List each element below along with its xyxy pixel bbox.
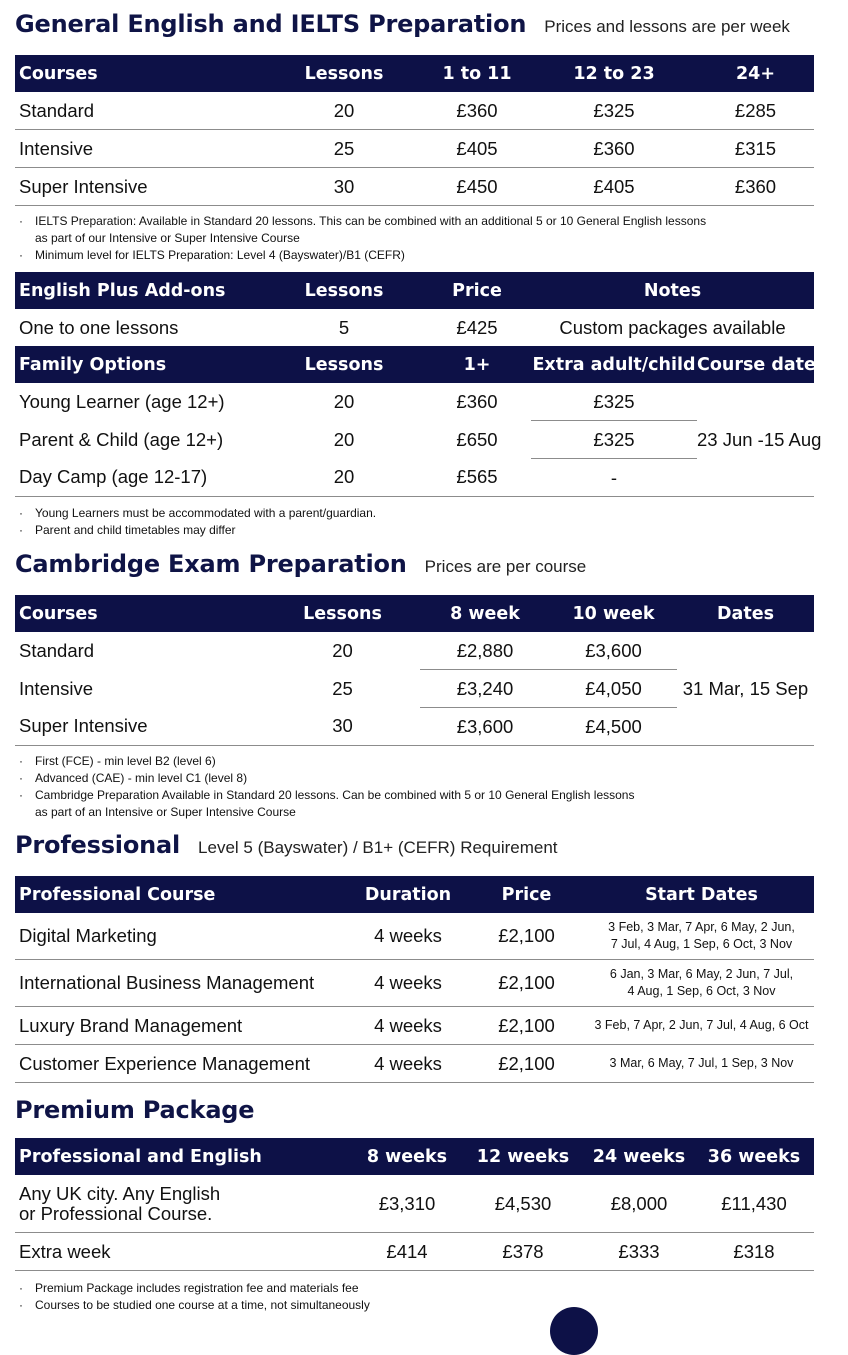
- start-dates-line: 4 Aug, 1 Sep, 6 Oct, 3 Nov: [627, 984, 776, 998]
- table-row: [15, 1045, 814, 1083]
- professional-table: [15, 876, 814, 1083]
- col-36-weeks: 36 weeks: [694, 1138, 814, 1175]
- table-row: [15, 421, 814, 459]
- table-row: [15, 92, 814, 130]
- price-cell: £360: [531, 130, 697, 168]
- note-item: · Young Learners must be accommodated with a parent/guardian.: [15, 505, 805, 522]
- note-item: · IELTS Preparation: Available in Standard 20 lessons. This can be combined with an additional 5 or 10 General English lessons: [15, 213, 805, 230]
- course-name: Customer Experience Management: [15, 1045, 352, 1083]
- course-name: Super Intensive: [15, 708, 265, 746]
- col-addons: English Plus Add-ons: [15, 272, 265, 309]
- note-item: · Courses to be studied one course at a time, not simultaneously: [15, 1297, 805, 1314]
- premium-section-header: [15, 1096, 254, 1124]
- col-start-dates: Start Dates: [589, 876, 814, 913]
- price-cell: -: [531, 459, 697, 497]
- professional-title: Professional: [15, 831, 181, 859]
- page-number-badge: [550, 1307, 598, 1355]
- col-dates: Dates: [677, 595, 814, 632]
- cambridge-subtitle: Prices are per course: [424, 557, 587, 576]
- note-item: · First (FCE) - min level B2 (level 6): [15, 753, 805, 770]
- start-dates-cell: 3 Mar, 6 May, 7 Jul, 1 Sep, 3 Nov: [589, 1045, 814, 1083]
- lessons-cell: 30: [265, 168, 423, 206]
- family-table: [15, 346, 827, 497]
- table-row: [15, 130, 814, 168]
- professional-section-header: [15, 831, 558, 859]
- table-row: [15, 459, 814, 497]
- premium-notes: [15, 1280, 805, 1314]
- addon-name: One to one lessons: [19, 316, 179, 338]
- professional-header-row: [15, 876, 814, 913]
- course-name: Digital Marketing: [15, 913, 352, 960]
- price-cell: £3,600: [550, 632, 677, 670]
- col-24-plus: 24+: [697, 55, 814, 92]
- col-1-plus: 1+: [423, 346, 531, 383]
- table-row: [15, 632, 814, 670]
- premium-table: [15, 1138, 814, 1271]
- col-courses: Courses: [15, 55, 265, 92]
- family-header-row: [15, 346, 814, 383]
- lessons-cell: 20: [333, 390, 355, 412]
- family-dates: 23 Jun -15 Aug: [697, 383, 814, 497]
- general-table: [15, 55, 814, 206]
- start-dates-line: 7 Jul, 4 Aug, 1 Sep, 6 Oct, 3 Nov: [610, 937, 793, 951]
- course-name: Intensive: [19, 677, 94, 699]
- start-dates-cell: [589, 913, 814, 960]
- table-row: [15, 168, 814, 206]
- price-cell: £2,880: [420, 632, 550, 670]
- addons-table: [15, 272, 814, 346]
- cambridge-table: [15, 595, 814, 746]
- col-lessons: Lessons: [265, 55, 423, 92]
- price-cell: £360: [423, 92, 531, 130]
- col-24-weeks: 24 weeks: [584, 1138, 694, 1175]
- lessons-cell: 20: [265, 459, 423, 497]
- note-item-continued: [15, 230, 805, 247]
- family-option: Day Camp (age 12-17): [15, 459, 265, 497]
- col-8-weeks: 8 weeks: [352, 1138, 462, 1175]
- col-notes: Notes: [531, 272, 814, 309]
- table-row: [15, 1233, 814, 1271]
- price-cell: £4,050: [550, 670, 677, 708]
- general-notes: [15, 213, 805, 264]
- price-cell: £325: [531, 92, 697, 130]
- table-row: [15, 309, 814, 346]
- price-cell: £333: [584, 1233, 694, 1271]
- course-name: Intensive: [15, 130, 265, 168]
- price-cell: £2,100: [464, 1045, 589, 1083]
- col-course-dates: Course dates: [697, 346, 814, 383]
- col-10-week: 10 week: [550, 595, 677, 632]
- lessons-cell: 5: [338, 316, 350, 338]
- col-price: Price: [464, 876, 589, 913]
- col-duration: Duration: [352, 876, 464, 913]
- price-cell: £3,240: [420, 670, 550, 708]
- note-item: · Minimum level for IELTS Preparation: Level 4 (Bayswater)/B1 (CEFR): [15, 247, 805, 264]
- note-continued-text: as part of an Intensive or Super Intensive Course: [35, 805, 296, 819]
- family-notes: [15, 505, 805, 539]
- course-name: Super Intensive: [15, 168, 265, 206]
- price-cell: £11,430: [694, 1175, 814, 1233]
- col-courses: Courses: [15, 595, 265, 632]
- start-dates-cell: [589, 960, 814, 1007]
- start-dates-line: 3 Feb, 3 Mar, 7 Apr, 6 May, 2 Jun,: [608, 920, 795, 934]
- general-section-header: [15, 10, 790, 38]
- general-header-row: [15, 55, 814, 92]
- course-name: Standard: [19, 639, 95, 661]
- professional-subtitle: Level 5 (Bayswater) / B1+ (CEFR) Requirement: [198, 838, 558, 857]
- price-cell: £405: [423, 130, 531, 168]
- col-12-weeks: 12 weeks: [462, 1138, 584, 1175]
- price-cell: £405: [531, 168, 697, 206]
- premium-title: Premium Package: [15, 1096, 255, 1124]
- price-cell: £2,100: [464, 913, 589, 960]
- general-title: General English and IELTS Preparation: [15, 10, 527, 38]
- family-option: Young Learner (age 12+): [19, 390, 225, 412]
- col-12-to-23: 12 to 23: [531, 55, 697, 92]
- start-dates-cell: 3 Feb, 7 Apr, 2 Jun, 7 Jul, 4 Aug, 6 Oct: [589, 1007, 814, 1045]
- cambridge-header-row: [15, 595, 814, 632]
- label-line: or Professional Course.: [19, 1202, 213, 1224]
- lessons-cell: 25: [332, 677, 353, 699]
- label-line: Any UK city. Any English: [19, 1182, 221, 1204]
- col-lessons: Lessons: [265, 272, 423, 309]
- note-item: · Premium Package includes registration fee and materials fee: [15, 1280, 805, 1297]
- price-cell: £378: [462, 1233, 584, 1271]
- col-extra: Extra adult/child: [531, 346, 697, 383]
- table-row: [15, 1007, 814, 1045]
- price-cell: £2,100: [464, 1007, 589, 1045]
- start-dates-line: 6 Jan, 3 Mar, 6 May, 2 Jun, 7 Jul,: [609, 967, 794, 981]
- col-professional-course: Professional Course: [15, 876, 352, 913]
- price-cell: £414: [352, 1233, 462, 1271]
- note-item: · Cambridge Preparation Available in Standard 20 lessons. Can be combined with 5 or 10 General English lessons: [15, 787, 805, 804]
- col-price: Price: [423, 272, 531, 309]
- course-name: Luxury Brand Management: [15, 1007, 352, 1045]
- addons-header-row: [15, 272, 814, 309]
- premium-header-row: [15, 1138, 814, 1175]
- price-cell: £325: [531, 421, 697, 459]
- price-cell: £565: [423, 459, 531, 497]
- cambridge-notes: [15, 753, 805, 821]
- note-continued-text: as part of our Intensive or Super Intensive Course: [35, 231, 300, 245]
- premium-package-label: [15, 1175, 352, 1233]
- notes-cell: Custom packages available: [559, 316, 786, 338]
- duration-cell: 4 weeks: [352, 913, 464, 960]
- lessons-cell: 20: [332, 639, 353, 661]
- price-cell: £325: [531, 383, 697, 421]
- price-cell: £315: [697, 130, 814, 168]
- col-8-week: 8 week: [420, 595, 550, 632]
- table-row: [15, 913, 814, 960]
- col-lessons: Lessons: [265, 346, 423, 383]
- cambridge-title: Cambridge Exam Preparation: [15, 550, 407, 578]
- price-cell: £360: [456, 390, 498, 412]
- extra-week-label: Extra week: [15, 1233, 352, 1271]
- price-cell: £4,500: [550, 708, 677, 746]
- note-item: · Advanced (CAE) - min level C1 (level 8): [15, 770, 805, 787]
- lessons-cell: 20: [333, 428, 355, 450]
- price-cell: £3,310: [352, 1175, 462, 1233]
- col-professional-and-english: Professional and English: [15, 1138, 352, 1175]
- price-cell: £425: [456, 316, 498, 338]
- price-cell: £318: [694, 1233, 814, 1271]
- price-cell: £4,530: [462, 1175, 584, 1233]
- price-cell: £8,000: [584, 1175, 694, 1233]
- cambridge-section-header: [15, 550, 586, 578]
- lessons-cell: 25: [265, 130, 423, 168]
- col-lessons: Lessons: [265, 595, 420, 632]
- note-item: · Parent and child timetables may differ: [15, 522, 805, 539]
- course-name: Standard: [15, 92, 265, 130]
- general-subtitle: Prices and lessons are per week: [544, 17, 790, 36]
- price-cell: £360: [697, 168, 814, 206]
- duration-cell: 4 weeks: [352, 1045, 464, 1083]
- course-name: International Business Management: [15, 960, 352, 1007]
- price-cell: £3,600: [420, 708, 550, 746]
- duration-cell: 4 weeks: [352, 960, 464, 1007]
- family-option: Parent & Child (age 12+): [19, 428, 224, 450]
- table-row: [15, 383, 814, 421]
- table-row: [15, 960, 814, 1007]
- duration-cell: 4 weeks: [352, 1007, 464, 1045]
- price-cell: £650: [456, 428, 498, 450]
- note-item-continued: [15, 804, 805, 821]
- price-cell: £285: [697, 92, 814, 130]
- table-row: [15, 1175, 814, 1233]
- cambridge-dates: 31 Mar, 15 Sep: [677, 632, 814, 746]
- price-cell: £2,100: [464, 960, 589, 1007]
- col-family-options: Family Options: [15, 346, 265, 383]
- col-1-to-11: 1 to 11: [423, 55, 531, 92]
- lessons-cell: 20: [265, 92, 423, 130]
- price-cell: £450: [423, 168, 531, 206]
- lessons-cell: 30: [265, 708, 420, 746]
